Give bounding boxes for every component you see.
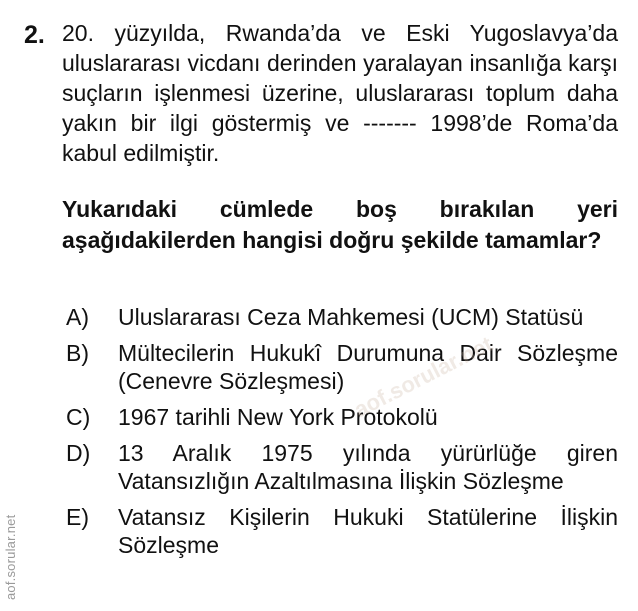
- option-c-text: 1967 tarihli New York Protokolü: [118, 404, 438, 430]
- answer-options: [66, 303, 618, 567]
- question-stem: 20. yüzyılda, Rwanda’da ve Eski Yugoslavya’da uluslararası vicdanı derinden yaralayan insanlığa karşı suçların işlenmesi üzerine, uluslararası toplum daha yakın bir ilgi göstermiş ve ------- 1998’de Roma’da kabul edilmiştir.: [62, 20, 618, 166]
- option-e[interactable]: [66, 503, 618, 559]
- option-a[interactable]: [66, 303, 618, 331]
- option-c[interactable]: [66, 403, 618, 431]
- option-a-letter: A): [66, 304, 89, 330]
- question-number: 2.: [24, 21, 45, 49]
- option-c-letter: C): [66, 404, 91, 430]
- option-b-letter: B): [66, 340, 89, 366]
- option-d[interactable]: [66, 439, 618, 495]
- option-a-text: Uluslararası Ceza Mahkemesi (UCM) Statüsü: [118, 304, 584, 330]
- option-b[interactable]: [66, 339, 618, 395]
- option-b-text: Mültecilerin Hukukî Durumuna Dair Sözleşme (Cenevre Sözleşmesi): [118, 340, 618, 394]
- question-prompt: Yukarıdaki cümlede boş bırakılan yeri aşağıdakilerden hangisi doğru şekilde tamamlar?: [62, 196, 618, 253]
- side-watermark: aof.sorular.net: [3, 514, 18, 600]
- option-d-letter: D): [66, 440, 91, 466]
- option-e-letter: E): [66, 504, 89, 530]
- center-watermark: aof.sorular.net: [350, 331, 497, 423]
- option-e-text: Vatansız Kişilerin Hukuki Statülerine İlişkin Sözleşme: [118, 504, 618, 558]
- option-d-text: 13 Aralık 1975 yılında yürürlüğe giren Vatansızlığın Azaltılmasına İlişkin Sözleşme: [118, 440, 618, 494]
